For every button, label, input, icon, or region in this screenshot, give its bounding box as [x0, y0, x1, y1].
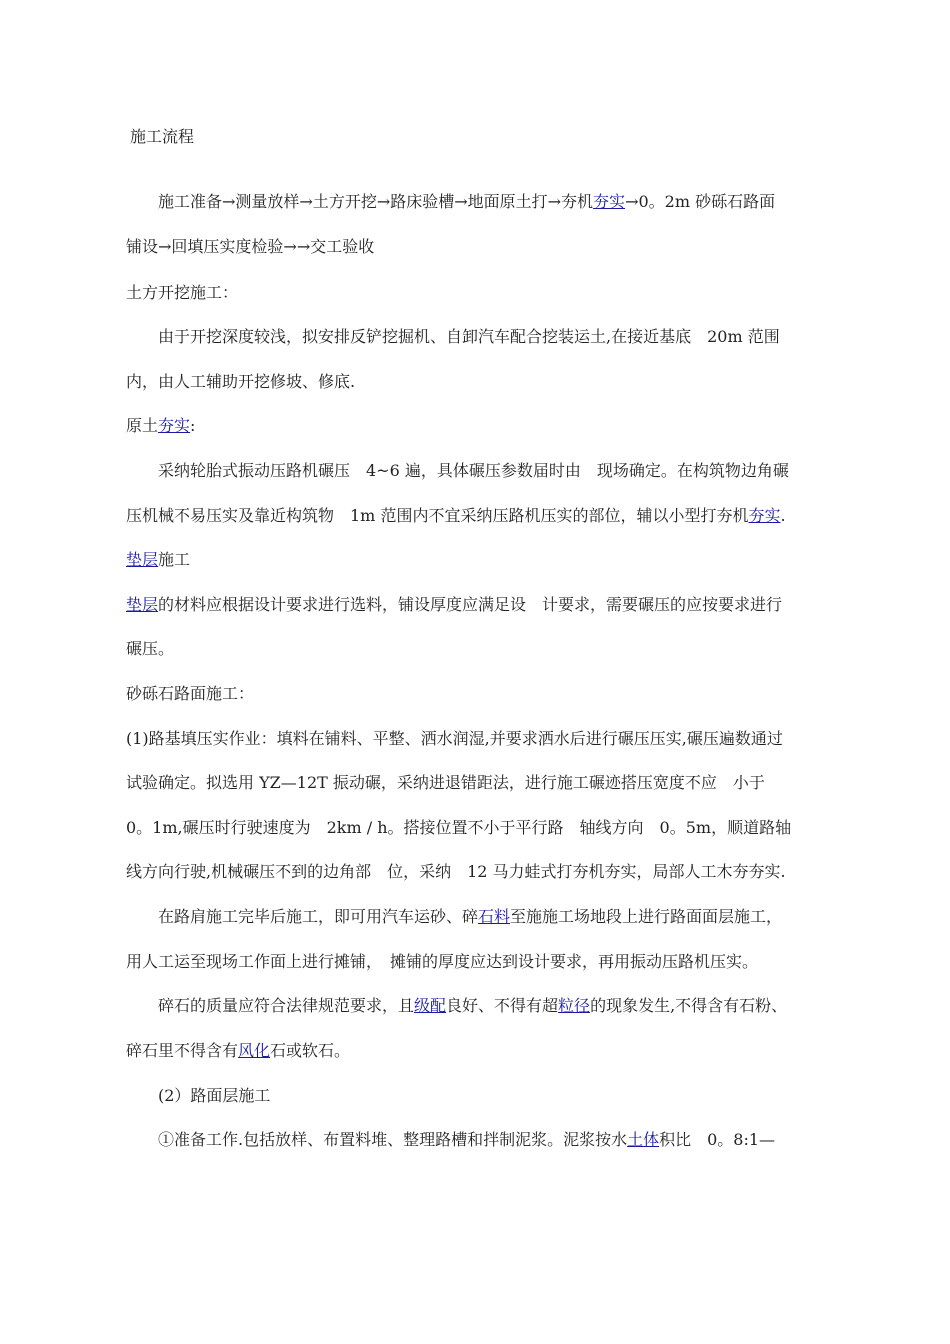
earthwork-heading: 土方开挖施工：	[126, 283, 239, 302]
gravel-s1-line-4: 线方向行驶,机械碾压不到的边角部 位，采纳 12 马力蛙式打夯机夯实，局部人工木夯夯实.	[126, 862, 786, 881]
link-hangshi[interactable]: 夯实	[158, 416, 191, 435]
gravel-s2-line-1: ①准备工作.包括放样、布置料堆、整理路槽和拌制泥浆。泥浆按水土体积比 0。8:1—	[158, 1130, 776, 1149]
link-fenghua[interactable]: 风化	[238, 1041, 271, 1060]
flow-line-2: 铺设→回填压实度检验→→交工验收	[126, 237, 375, 256]
gravel-s2-heading: (2）路面层施工	[158, 1086, 271, 1105]
compaction-heading: 原土夯实:	[126, 416, 196, 435]
link-tuti[interactable]: 土体	[627, 1130, 660, 1149]
cushion-para-line-1: 垫层的材料应根据设计要求进行选料，铺设厚度应满足设 计要求，需要碾压的应按要求进行	[126, 595, 783, 614]
link-shiliao[interactable]: 石料	[478, 907, 511, 926]
gravel-p2-line-1: 在路肩施工完毕后施工，即可用汽车运砂、碎石料至施施工场地段上进行路面面层施工，	[158, 907, 783, 926]
gravel-heading: 砂砾石路面施工：	[126, 684, 255, 703]
earthwork-para-line-1: 由于开挖深度较浅，拟安排反铲挖掘机、自卸汽车配合挖装运土,在接近基底 20m 范围	[158, 327, 780, 346]
link-hangshi[interactable]: 夯实	[748, 506, 781, 525]
gravel-p3-line-1: 碎石的质量应符合法律规范要求，且级配良好、不得有超粒径的现象发生,不得含有石粉、	[158, 996, 788, 1015]
cushion-heading: 垫层施工	[126, 550, 191, 569]
link-lijing[interactable]: 粒径	[558, 996, 591, 1015]
gravel-s1-line-2: 试验确定。拟选用 YZ—12T 振动碾，采纳进退错距法，进行施工碾迹搭压宽度不应 小于	[126, 773, 765, 792]
link-jipei[interactable]: 级配	[414, 996, 447, 1015]
link-dianceng[interactable]: 垫层	[126, 595, 159, 614]
gravel-p2-line-2: 用人工运至现场工作面上进行摊铺， 摊铺的厚度应达到设计要求，再用振动压路机压实。	[126, 952, 759, 971]
doc-title: 施工流程	[130, 127, 195, 146]
link-dianceng[interactable]: 垫层	[126, 550, 159, 569]
earthwork-para-line-2: 内，由人工辅助开挖修坡、修底.	[126, 372, 356, 391]
compaction-para-line-1: 采纳轮胎式振动压路机碾压 4~6 遍，具体碾压参数届时由 现场确定。在构筑物边角碾	[158, 461, 789, 480]
gravel-s1-line-3: 0。1m,碾压时行驶速度为 2km / h。搭接位置不小于平行路 轴线方向 0。5m，顺道路轴	[126, 818, 792, 837]
gravel-p3-line-2: 碎石里不得含有风化石或软石。	[126, 1041, 351, 1060]
cushion-para-line-2: 碾压。	[126, 639, 175, 658]
link-hangshi[interactable]: 夯实	[593, 192, 626, 211]
flow-line-1: 施工准备→测量放样→土方开挖→路床验槽→地面原土打→夯机夯实→0。2m 砂砾石路面	[158, 192, 776, 211]
gravel-s1-line-1: (1)路基填压实作业：填料在铺料、平整、洒水润湿,并要求洒水后进行碾压压实,碾压遍数通过	[126, 729, 783, 748]
compaction-para-line-2: 压机械不易压实及靠近构筑物 1m 范围内不宜采纳压路机压实的部位，辅以小型打夯机夯实.	[126, 506, 786, 525]
